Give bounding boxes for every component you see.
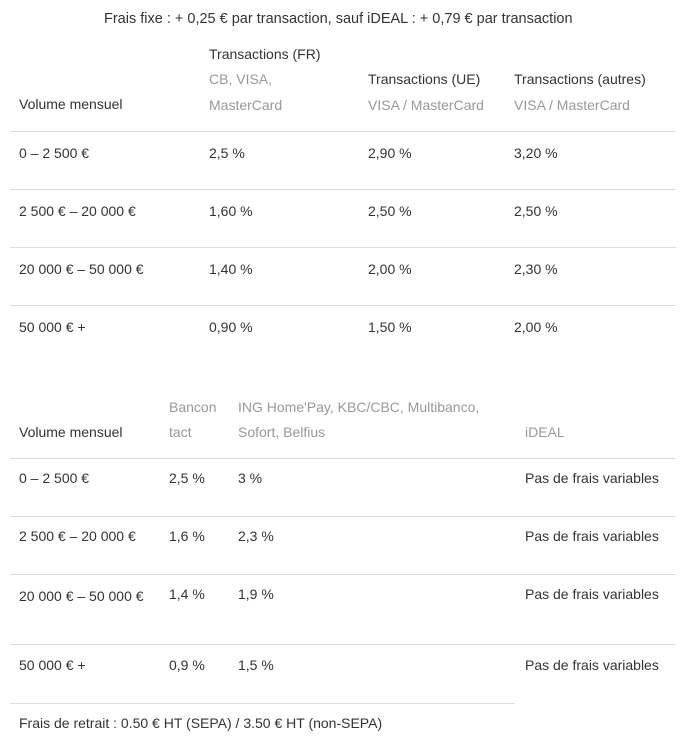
cell-ue: 1,50 % <box>368 319 412 335</box>
cell-others: 1,5 % <box>238 657 274 673</box>
col-header-autres-sub: VISA / MasterCard <box>514 97 630 113</box>
col-header-ue-sub: VISA / MasterCard <box>368 97 484 113</box>
row-divider <box>10 516 676 517</box>
table1-header-divider <box>10 131 676 132</box>
cell-bancontact: 1,6 % <box>169 528 205 544</box>
cell-fr: 1,40 % <box>209 261 253 277</box>
cell-autres: 2,00 % <box>514 319 558 335</box>
row-divider <box>10 574 676 575</box>
cell-others: 2,3 % <box>238 528 274 544</box>
cell-volume: 0 – 2 500 € <box>19 145 90 161</box>
cell-fr: 1,60 % <box>209 203 253 219</box>
cell-fr: 2,5 % <box>209 145 245 161</box>
cell-volume: 20 000 € – 50 000 € <box>19 261 144 277</box>
col-header-ue-title: Transactions (UE) <box>368 71 481 87</box>
cell-ideal: Pas de frais variables <box>525 586 659 602</box>
col-header-autres-title: Transactions (autres) <box>514 71 646 87</box>
col-header-others-line1: ING Home'Pay, KBC/CBC, Multibanco, <box>238 399 480 415</box>
cell-bancontact: 2,5 % <box>169 470 205 486</box>
col-header-bancontact-line2: tact <box>169 424 192 440</box>
table2-header-divider <box>10 458 676 459</box>
cell-ideal: Pas de frais variables <box>525 657 659 673</box>
cell-others: 3 % <box>238 470 263 486</box>
col-header-fr-sub2: MasterCard <box>209 97 283 113</box>
cell-autres: 3,20 % <box>514 145 558 161</box>
row-divider <box>10 189 676 190</box>
col-header-ideal: iDEAL <box>525 424 565 440</box>
cell-bancontact: 1,4 % <box>169 586 205 602</box>
cell-volume: 50 000 € + <box>19 319 86 335</box>
col-header-volume: Volume mensuel <box>19 424 123 440</box>
cell-ue: 2,50 % <box>368 203 412 219</box>
row-divider <box>10 644 676 645</box>
withdrawal-fee-note: Frais de retrait : 0.50 € HT (SEPA) / 3.50 € HT (non-SEPA) <box>19 715 383 731</box>
row-divider <box>10 305 676 306</box>
col-header-volume: Volume mensuel <box>19 96 123 112</box>
cell-volume: 2 500 € – 20 000 € <box>19 203 136 219</box>
cell-ue: 2,00 % <box>368 261 412 277</box>
col-header-fr-title: Transactions (FR) <box>209 46 321 62</box>
cell-autres: 2,30 % <box>514 261 558 277</box>
row-divider <box>10 247 676 248</box>
cell-ue: 2,90 % <box>368 145 412 161</box>
footer-divider <box>10 703 515 704</box>
cell-ideal: Pas de frais variables <box>525 470 659 486</box>
cell-volume: 50 000 € + <box>19 657 86 673</box>
cell-others: 1,9 % <box>238 586 274 602</box>
cell-ideal: Pas de frais variables <box>525 528 659 544</box>
col-header-fr-sub1: CB, VISA, <box>209 71 273 87</box>
fixed-fee-note: Frais fixe : + 0,25 € par transaction, sauf iDEAL : + 0,79 € par transaction <box>104 11 573 27</box>
cell-autres: 2,50 % <box>514 203 558 219</box>
cell-volume: 2 500 € – 20 000 € <box>19 528 136 544</box>
col-header-bancontact-line1: Bancon <box>169 399 217 415</box>
cell-fr: 0,90 % <box>209 319 253 335</box>
cell-volume: 0 – 2 500 € <box>19 470 90 486</box>
col-header-others-line2: Sofort, Belfius <box>238 424 326 440</box>
cell-bancontact: 0,9 % <box>169 657 205 673</box>
cell-volume: 20 000 € – 50 000 € <box>19 588 144 604</box>
